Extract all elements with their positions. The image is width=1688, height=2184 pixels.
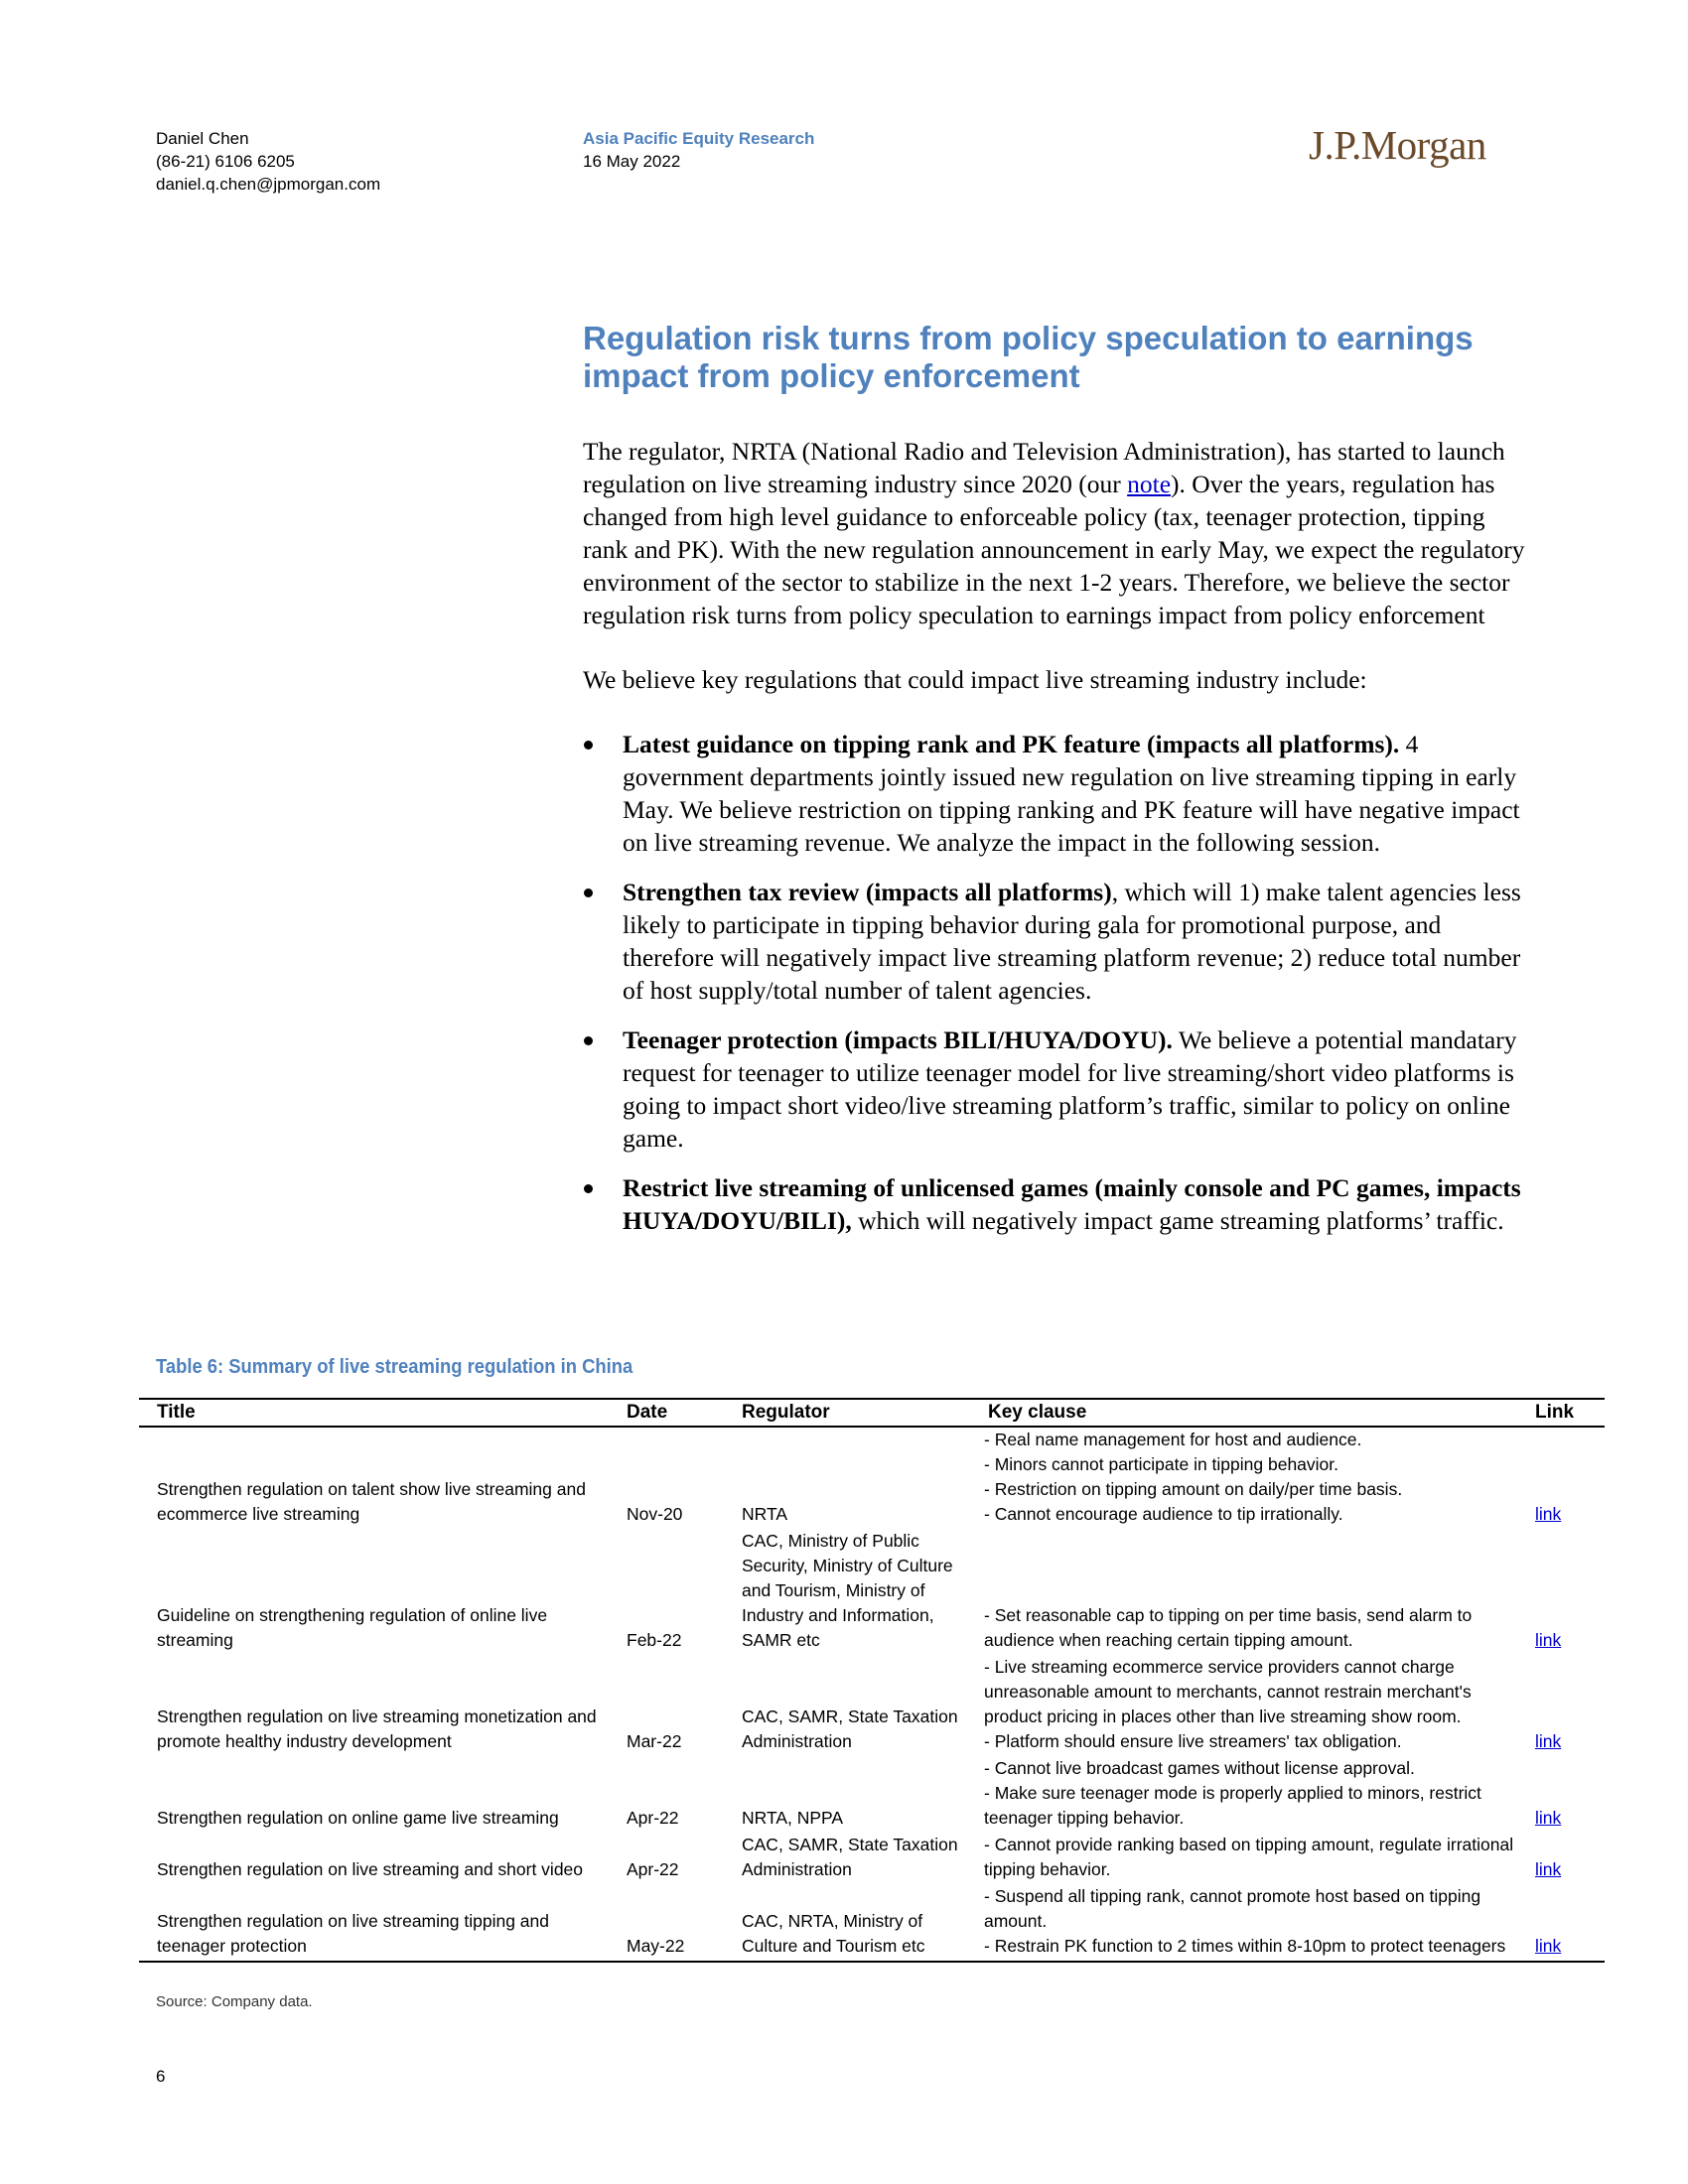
- row-date-cell: Apr-22: [627, 1859, 679, 1879]
- row-regulator-cell: CAC, Ministry of Public Security, Ministry of Culture and Tourism, Ministry of Industry and Information, SAMR etc: [742, 1531, 953, 1650]
- regulation-link[interactable]: link: [1535, 1504, 1562, 1524]
- clause-line: - Restrain PK function to 2 times within 8-10pm to protect teenagers: [984, 1936, 1506, 1956]
- bullet-item: Strengthen tax review (impacts all platforms), which will 1) make talent agencies less likely to participate in tipping behavior during gala for promotional purpose, and therefore will negatively impact live streaming platform revenue; 2) reduce total number of host supply/total number of talent agencies.: [583, 876, 1526, 1007]
- row-link-cell: [1517, 1529, 1605, 1655]
- row-regulator-cell: CAC, SAMR, State Taxation Administration: [742, 1706, 958, 1751]
- row-date-cell: Nov-20: [627, 1504, 683, 1524]
- section-body: [583, 435, 1526, 1254]
- row-regulator-cell: NRTA: [742, 1504, 788, 1524]
- row-clause-cell: [970, 1427, 1517, 1529]
- header-link: Link: [1517, 1399, 1605, 1427]
- jpmorgan-logo: J.P.Morgan: [1309, 122, 1486, 168]
- row-title-cell: Strengthen regulation on live streaming monetization and promote healthy industry development: [157, 1706, 597, 1751]
- regulation-link[interactable]: link: [1535, 1630, 1562, 1650]
- row-title-cell: Strengthen regulation on live streaming and short video: [157, 1859, 584, 1879]
- author-phone: (86-21) 6106 6205: [156, 152, 295, 171]
- clause-line: - Make sure teenager mode is properly applied to minors, restrict teenager tipping behavior.: [984, 1783, 1481, 1828]
- bullet-item: Restrict live streaming of unlicensed games (mainly console and PC games, impacts HUYA/DOYU/BILI), which will negatively impact game streaming platforms’ traffic.: [583, 1171, 1526, 1237]
- clause-line: - Set reasonable cap to tipping on per time basis, send alarm to audience when reaching certain tipping amount.: [984, 1605, 1473, 1650]
- row-date-cell: Mar-22: [627, 1731, 682, 1751]
- report-date: 16 May 2022: [583, 152, 681, 171]
- row-link-cell: [1517, 1655, 1605, 1756]
- clause-line: - Cannot encourage audience to tip irrationally.: [984, 1504, 1343, 1524]
- author-email[interactable]: daniel.q.chen@jpmorgan.com: [156, 175, 381, 194]
- row-title-cell: Strengthen regulation on online game live streaming: [157, 1808, 559, 1828]
- regulation-link[interactable]: link: [1535, 1731, 1562, 1751]
- clause-line: - Live streaming ecommerce service providers cannot charge unreasonable amount to merchants, cannot restrain merchant's product pricing in places other than live streaming show room.: [984, 1657, 1472, 1726]
- table-row: [139, 1529, 1605, 1655]
- table-row: [139, 1427, 1605, 1529]
- clause-line: - Restriction on tipping amount on daily/per time basis.: [984, 1479, 1403, 1499]
- row-link-cell: [1517, 1833, 1605, 1884]
- section-title: Regulation risk turns from policy speculation to earnings impact from policy enforcement: [583, 320, 1474, 394]
- clause-line: - Platform should ensure live streamers' tax obligation.: [984, 1731, 1402, 1751]
- clause-line: - Cannot provide ranking based on tipping amount, regulate irrational tipping behavior.: [984, 1835, 1514, 1879]
- row-clause-cell: [970, 1884, 1517, 1962]
- table-row: [139, 1833, 1605, 1884]
- row-regulator-cell: NRTA, NPPA: [742, 1808, 844, 1828]
- row-link-cell: [1517, 1884, 1605, 1962]
- row-regulator-cell: CAC, NRTA, Ministry of Culture and Tourism etc: [742, 1911, 925, 1956]
- regulation-link[interactable]: link: [1535, 1936, 1562, 1956]
- row-link-cell: [1517, 1427, 1605, 1529]
- paragraph-2: We believe key regulations that could impact live streaming industry include:: [583, 665, 1367, 694]
- row-date-cell: Feb-22: [627, 1630, 682, 1650]
- clause-line: - Suspend all tipping rank, cannot promote host based on tipping amount.: [984, 1886, 1481, 1931]
- regulation-link[interactable]: link: [1535, 1859, 1562, 1879]
- paragraph-1: The regulator, NRTA (National Radio and Television Administration), has started to launch regulation on live streaming industry since 2020 (our note). Over the years, regulation has changed from high level guidance to enforceable policy (tax, teenager protection, tipping rank and PK). With the new regulation announcement in early May, we expect the regulatory environment of the sector to stabilize in the next 1-2 years. Therefore, we believe the sector regulation risk turns from policy speculation to earnings impact from policy enforcement: [583, 437, 1525, 629]
- row-title-cell: Strengthen regulation on live streaming tipping and teenager protection: [157, 1911, 549, 1956]
- header-date: Date: [609, 1399, 724, 1427]
- regulation-table-wrap: [139, 1398, 1605, 1963]
- clause-line: - Minors cannot participate in tipping behavior.: [984, 1454, 1339, 1474]
- author-block: [156, 127, 380, 196]
- row-clause-cell: [970, 1529, 1517, 1655]
- row-clause-cell: [970, 1655, 1517, 1756]
- regulation-link[interactable]: link: [1535, 1808, 1562, 1828]
- header-title: Title: [139, 1399, 609, 1427]
- bullet-item: Latest guidance on tipping rank and PK feature (impacts all platforms). 4 government departments jointly issued new regulation on live streaming tipping in early May. We believe restriction on tipping ranking and PK feature will have negative impact on live streaming revenue. We analyze the impact in the following session.: [583, 728, 1526, 859]
- page-number: 6: [156, 2067, 166, 2086]
- report-header: [583, 127, 814, 173]
- bullet-item: Teenager protection (impacts BILI/HUYA/DOYU). We believe a potential mandatary request for teenager to utilize teenager model for live streaming/short video platforms is going to impact short video/live streaming platform’s traffic, similar to policy on online game.: [583, 1024, 1526, 1155]
- table-row: [139, 1884, 1605, 1962]
- department: Asia Pacific Equity Research: [583, 129, 815, 148]
- row-regulator-cell: CAC, SAMR, State Taxation Administration: [742, 1835, 958, 1879]
- header-regulator: Regulator: [724, 1399, 970, 1427]
- row-clause-cell: [970, 1756, 1517, 1833]
- row-title-cell: Guideline on strengthening regulation of online live streaming: [157, 1605, 548, 1650]
- clause-line: - Real name management for host and audience.: [984, 1430, 1362, 1449]
- header-clause: Key clause: [970, 1399, 1517, 1427]
- row-link-cell: [1517, 1756, 1605, 1833]
- author-name: Daniel Chen: [156, 129, 249, 148]
- clause-line: - Cannot live broadcast games without license approval.: [984, 1758, 1415, 1778]
- row-date-cell: Apr-22: [627, 1808, 679, 1828]
- row-clause-cell: [970, 1833, 1517, 1884]
- table-caption: Table 6: Summary of live streaming regulation in China: [156, 1356, 633, 1378]
- table-source: Source: Company data.: [156, 1993, 313, 2010]
- regulation-table: [139, 1398, 1605, 1963]
- table-row: [139, 1655, 1605, 1756]
- note-link[interactable]: note: [1127, 470, 1172, 498]
- table-header-row: [139, 1399, 1605, 1427]
- table-body: [139, 1427, 1605, 1962]
- regulation-bullets: [583, 728, 1526, 1237]
- row-date-cell: May-22: [627, 1936, 685, 1956]
- row-title-cell: Strengthen regulation on talent show live streaming and ecommerce live streaming: [157, 1479, 586, 1524]
- table-row: [139, 1756, 1605, 1833]
